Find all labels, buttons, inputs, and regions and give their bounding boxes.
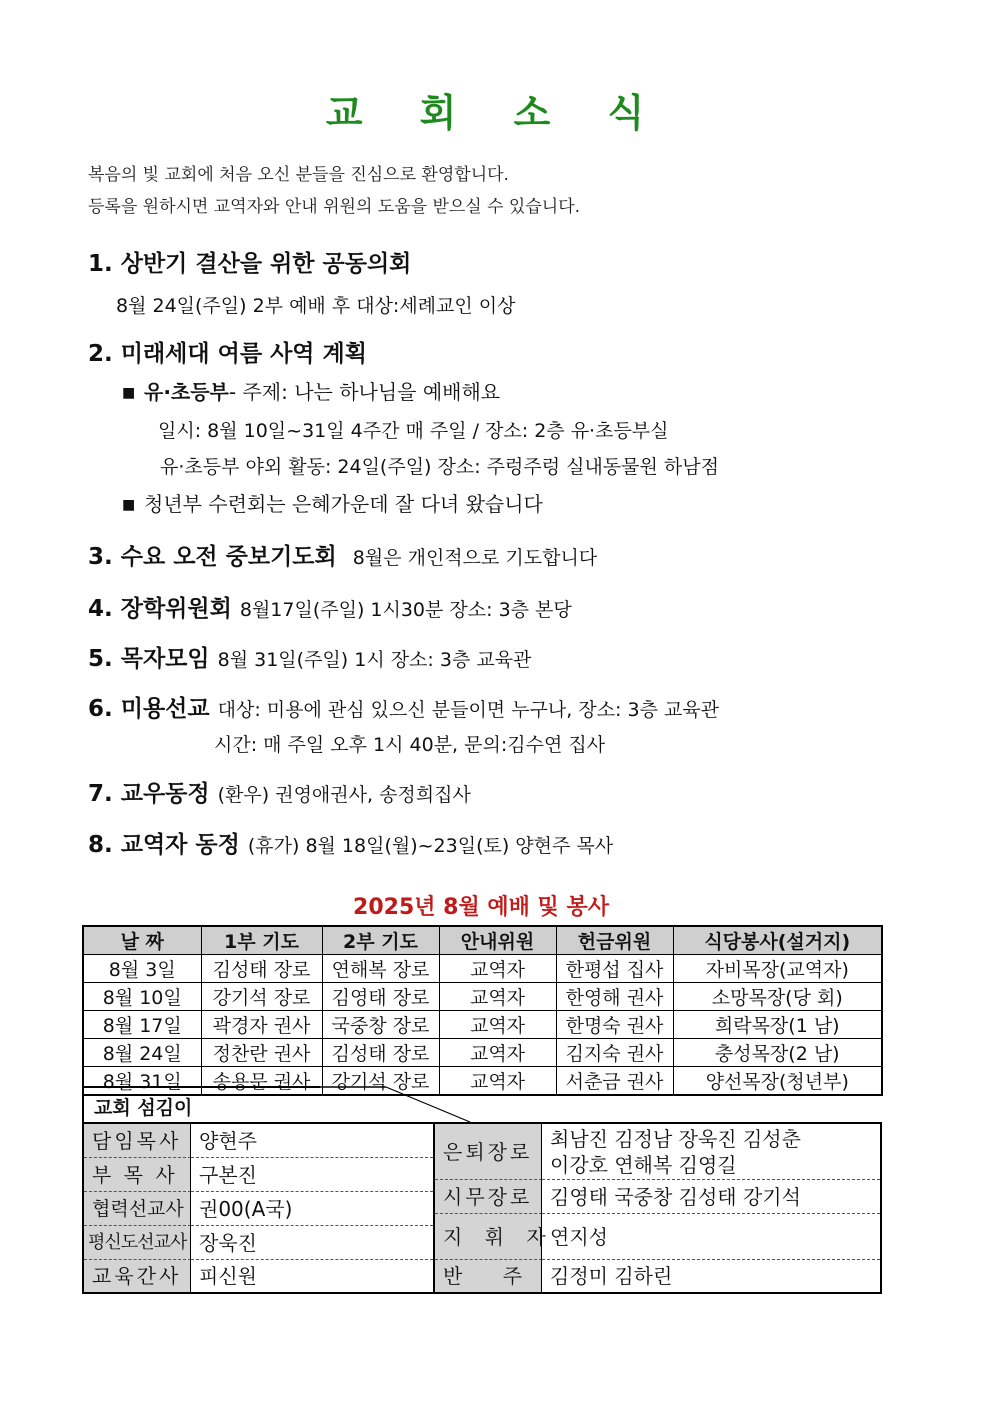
news-7-heading: 7. 교우동정 [88,781,210,807]
servant-value: 구본진 [191,1158,433,1192]
table-row [83,1011,882,1039]
servant-label: 협력선교사 [84,1192,191,1226]
table-cell: 8월 3일 [83,955,201,983]
news-6-detail: 대상: 미용에 관심 있으신 분들이면 누구나, 장소: 3층 교육관 [217,699,720,721]
news-6-detail-2: 시간: 매 주일 오후 1시 40분, 문의:김수연 집사 [214,734,606,756]
news-2-bullet-1 [122,376,500,405]
news-4-detail: 8월17일(주일) 1시30분 장소: 3층 본당 [239,599,572,621]
news-6 [88,690,719,723]
news-8 [88,826,613,859]
table-cell: 희락목장(1 남) [673,1011,882,1039]
news-2-schedule: 일시: 8월 10일~31일 4주간 매 주일 / 장소: 2층 유·초등부실 [158,420,669,442]
table-cell: 8월 24일 [83,1039,201,1067]
servant-label: 지 휘 자 [435,1214,542,1260]
servant-value: 이강호 연해복 김영길 [550,1153,737,1177]
table-cell: 교역자 [439,955,556,983]
news-3-detail: 8월은 개인적으로 기도합니다 [352,547,598,569]
news-3 [88,538,597,571]
table-cell: 김성태 장로 [322,1039,439,1067]
table-cell: 김지숙 권사 [556,1039,673,1067]
schedule-header: 헌금위원 [556,926,673,955]
title-tab-diagonal [320,1086,480,1124]
schedule-header: 2부 기도 [322,926,439,955]
servant-value: 권00(A국) [191,1192,433,1226]
servants-grid [82,1122,882,1294]
table-cell: 한평섭 집사 [556,955,673,983]
table-cell: 8월 31일 [83,1067,201,1096]
square-bullet-icon: ■ [122,385,136,401]
table-cell: 교역자 [439,1039,556,1067]
table-cell: 소망목장(당 회) [673,983,882,1011]
table-cell: 교역자 [439,1011,556,1039]
table-cell: 교역자 [439,983,556,1011]
servant-label: 평신도선교사 [84,1226,191,1260]
intro-line-1: 복음의 빛 교회에 처음 오신 분들을 진심으로 환영합니다. [88,165,509,185]
news-1-heading: 1. 상반기 결산을 위한 공동의회 [88,251,412,277]
servant-label: 부 목 사 [84,1158,191,1192]
servant-value: 장욱진 [191,1226,433,1260]
servant-value: 김정미 김하린 [550,1264,673,1288]
servant-value-block [542,1124,880,1180]
schedule-header: 안내위원 [439,926,556,955]
table-cell: 강기석 장로 [322,1067,439,1096]
servant-value: 김영태 국중창 김성태 강기석 [542,1180,880,1214]
schedule-header: 날 짜 [83,926,201,955]
table-cell: 곽경자 권사 [201,1011,322,1039]
schedule-header-row [83,926,882,955]
servant-value: 최남진 김정남 장욱진 김성춘 [550,1127,801,1151]
servants-title: 교회 섬김이 [82,1086,320,1122]
schedule-table [82,925,883,1096]
news-7 [88,775,471,808]
news-5-detail: 8월 31일(주일) 1시 장소: 3층 교육관 [217,649,532,671]
table-cell: 서춘금 권사 [556,1067,673,1096]
news-2-bullet-2 [122,488,543,517]
schedule-header: 1부 기도 [201,926,322,955]
servant-label: 반 주 [435,1260,542,1292]
news-8-detail: (휴가) 8월 18일(월)~23일(토) 양현주 목사 [247,835,614,857]
table-cell: 김성태 장로 [201,955,322,983]
table-cell: 양선목장(청년부) [673,1067,882,1096]
table-cell: 강기석 장로 [201,983,322,1011]
servant-value: 연지성 [542,1214,880,1260]
servants-panel [82,1086,882,1294]
servant-label: 은퇴장로 [435,1124,542,1180]
square-bullet-icon: ■ [122,497,136,513]
news-7-detail: (환우) 권영애권사, 송정희집사 [217,784,471,806]
table-row [83,1039,882,1067]
news-4 [88,590,572,623]
servant-value: 양현주 [191,1124,433,1158]
news-4-heading: 4. 장학위원회 [88,596,232,622]
table-cell: 충성목장(2 남) [673,1039,882,1067]
servant-label: 교육간사 [84,1260,191,1292]
news-1-detail: 8월 24일(주일) 2부 예배 후 대상:세례교인 이상 [116,295,516,317]
table-cell: 국중창 장로 [322,1011,439,1039]
servant-value: 피신원 [199,1264,257,1288]
news-6-heading: 6. 미용선교 [88,696,210,722]
news-2-bullet-1-label: 유·초등부 [144,380,229,404]
table-cell: 연해복 장로 [322,955,439,983]
news-2-bullet-1-text: - 주제: 나는 하나님을 예배해요 [228,380,501,404]
news-2-outing: 유·초등부 야외 활동: 24일(주일) 장소: 주렁주렁 실내동물원 하남점 [160,456,719,478]
table-cell: 한명숙 권사 [556,1011,673,1039]
table-cell: 정찬란 권사 [201,1039,322,1067]
table-cell: 교역자 [439,1067,556,1096]
page-title: 교 회 소 식 [325,91,667,135]
servant-label: 시무장로 [435,1180,542,1214]
table-cell: 8월 17일 [83,1011,201,1039]
table-row [83,983,882,1011]
table-cell: 8월 10일 [83,983,201,1011]
table-row [83,955,882,983]
table-cell: 송용문 권사 [201,1067,322,1096]
news-3-heading: 3. 수요 오전 중보기도회 [88,544,337,570]
news-2-heading: 2. 미래세대 여름 사역 계획 [88,341,367,367]
news-5 [88,640,531,673]
schedule-title: 2025년 8월 예배 및 봉사 [353,895,609,920]
table-cell: 자비목장(교역자) [673,955,882,983]
table-cell: 김영태 장로 [322,983,439,1011]
news-5-heading: 5. 목자모임 [88,646,210,672]
servant-label: 담임목사 [84,1124,191,1158]
table-cell: 한영해 권사 [556,983,673,1011]
news-8-heading: 8. 교역자 동정 [88,832,240,858]
news-2-bullet-2-text: 청년부 수련회는 은혜가운데 잘 다녀 왔습니다 [144,492,543,516]
schedule-header: 식당봉사(설거지) [673,926,882,955]
intro-line-2: 등록을 원하시면 교역자와 안내 위원의 도움을 받으실 수 있습니다. [88,197,581,217]
